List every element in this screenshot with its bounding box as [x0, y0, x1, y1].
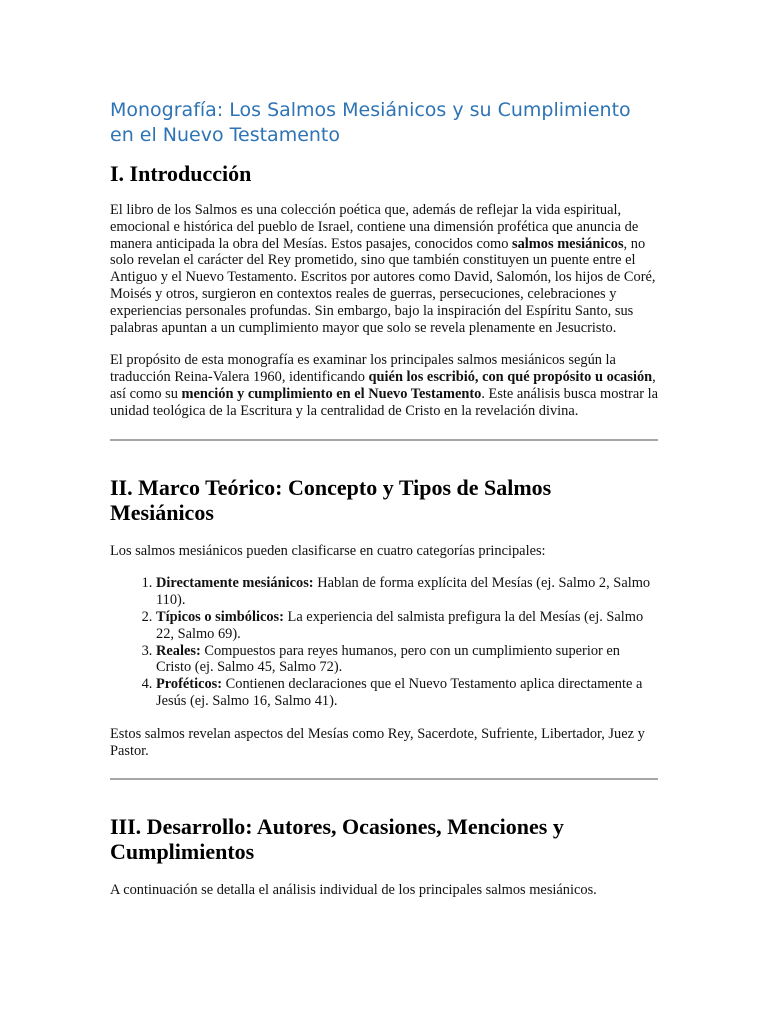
section-heading-marco-teorico: II. Marco Teórico: Concepto y Tipos de Salmos Mesiánicos: [110, 474, 552, 525]
section-divider: [110, 778, 658, 780]
list-item-term: Directamente mesiánicos:: [156, 575, 314, 592]
marco-lead: Los salmos mesiánicos pueden clasificarse en cuatro categorías principales:: [110, 542, 546, 559]
intro-paragraph-2: [110, 352, 658, 419]
list-item-term: Proféticos:: [156, 676, 223, 693]
list-item-term: Reales:: [156, 642, 201, 659]
list-item-text: La experiencia del salmista prefigura la del Mesías (ej. Salmo 22, Salmo 69).: [156, 608, 644, 642]
section-heading-introduccion: I. Introducción: [110, 161, 252, 186]
section-divider: [110, 439, 658, 441]
text-run: . Este análisis busca mostrar la unidad teológica de la Escritura y la centralidad de Cristo en la revelación divina.: [110, 385, 658, 419]
list-item-text: Compuestos para reyes humanos, pero con un cumplimiento superior en Cristo (ej. Salmo 45, Salmo 72).: [156, 642, 620, 676]
bold-text: quién los escribió: [368, 369, 475, 386]
list-item-term: Típicos o simbólicos:: [156, 608, 284, 625]
list-item: [156, 676, 658, 710]
document-page: [110, 98, 658, 915]
marco-closing: Estos salmos revelan aspectos del Mesías como Rey, Sacerdote, Sufriente, Libertador, Juez y Pastor.: [110, 725, 645, 759]
bold-text: salmos mesiánicos: [512, 235, 624, 252]
text-run: , no solo revelan el carácter del Rey prometido, sino que también constituyen un puente entre el Antiguo y el Nuevo Testamento. Escritos por autores como David, Salomón, los hijos de Coré, Moisés y otros, surgieron en contextos reales de guerras, persecuciones, celebraciones y experiencias personales profundas. Sin embargo, bajo la inspiración del Espíritu Santo, sus palabras apuntan a un cumplimiento mayor que solo se revela plenamente en Jesucristo.: [110, 235, 656, 336]
list-item-text: Contienen declaraciones que el Nuevo Testamento aplica directamente a Jesús (ej. Salmo 16, Salmo 41).: [156, 676, 643, 709]
list-item-text: Hablan de forma explícita del Mesías (ej. Salmo 2, Salmo 110).: [156, 575, 651, 609]
section-heading-desarrollo: III. Desarrollo: Autores, Ocasiones, Menciones y Cumplimientos: [110, 814, 564, 865]
text-run: El libro de los Salmos es una colección poética que, además de reflejar la vida espiritual, emocional e histórica del pueblo de Israel, contiene una dimensión profética que anuncia de manera anticipada la obra del Mesías. Estos pasajes, conocidos como: [110, 202, 639, 252]
list-item: [156, 643, 658, 677]
intro-paragraph-1: [110, 202, 658, 336]
salmos-types-list: [110, 575, 658, 709]
text-run: El propósito de esta monografía es examinar los principales salmos mesiánicos según la traducción Reina-Valera 1960, identificando: [110, 352, 616, 386]
list-item: [156, 575, 658, 609]
text-run: , así como su: [110, 369, 656, 402]
list-item: [156, 609, 658, 643]
desarrollo-lead: A continuación se detalla el análisis individual de los principales salmos mesiánicos.: [110, 882, 597, 899]
document-title: Monografía: Los Salmos Mesiánicos y su Cumplimiento en el Nuevo Testamento: [110, 99, 631, 146]
bold-text: mención y cumplimiento en el Nuevo Testamento: [181, 385, 482, 402]
bold-text: ,: [474, 369, 483, 386]
bold-text: con qué propósito u ocasión: [482, 369, 653, 386]
